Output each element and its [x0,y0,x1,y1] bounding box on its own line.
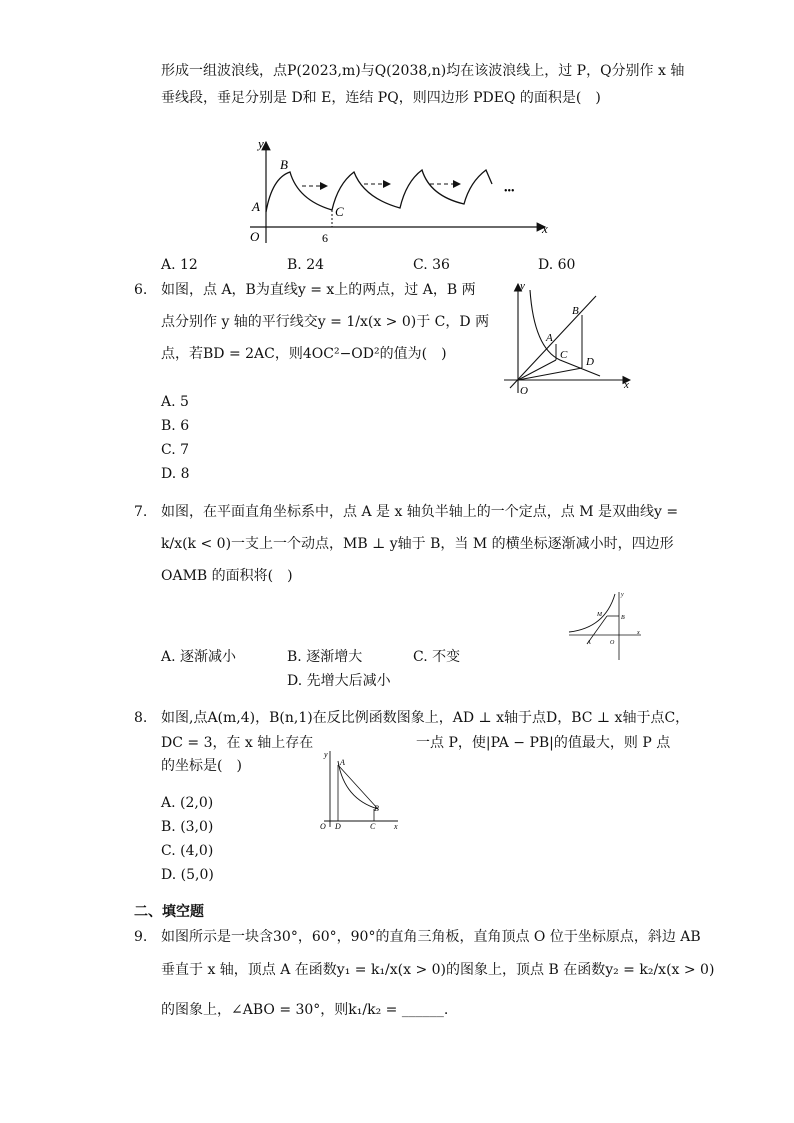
q8-line1: 如图,点A(m,4)，B(n,1)在反比例函数图象上，AD ⊥ x轴于点D，BC ⊥ x轴于点C， [161,710,690,726]
q6-fig-D: D [586,356,594,368]
q8-fig-O: O [320,822,326,831]
q6-option-b: B. 6 [161,418,190,434]
q8-line2b: 一点 P，使|PA − PB|的值最大，则 P 点 [416,735,671,751]
q8-fig-D: D [335,822,341,831]
q7-fig-O: O [610,640,615,646]
q6-option-d: D. 8 [161,466,190,482]
q5-line1: 形成一组波浪线，点P(2023,m)与Q(2038,n)均在该波浪线上，过 P，Q分别作 x 轴 [161,63,685,79]
q7-option-a: A. 逐渐减小 [161,649,237,665]
q6-fig-x: x [624,379,629,391]
q7-option-d: D. 先增大后减小 [287,673,391,689]
q9-line2: 垂直于 x 轴，顶点 A 在函数y₁ = k₁/x(x > 0)的图象上，顶点 B 在函数y₂ = k₂/x(x > 0) [161,962,715,978]
q8-fig-C: C [370,822,376,831]
q6-fig-O: O [520,385,528,397]
q5-wave-curve [266,170,492,212]
q8-fig-A: A [340,758,345,767]
q6-line-y-eq-x [510,296,596,388]
q5-option-c: C. 36 [413,257,450,273]
q8-option-a: A. (2,0) [161,795,214,811]
q6-option-c: C. 7 [161,442,190,458]
q7-fig-x: x [637,630,640,636]
q7-option-b: B. 逐渐增大 [287,649,363,665]
q5-fig-y: y [258,136,264,151]
q5-fig-6: 6 [322,231,328,245]
q5-fig-dots: ••• [504,186,515,197]
q8-option-d: D. (5,0) [161,867,214,883]
q6-line2: 点分别作 y 轴的平行线交y = 1/x(x > 0)于 C，D 两 [161,314,490,330]
q8-figure [318,747,403,832]
q7-line3: OAMB 的面积将( ) [161,568,293,584]
q8-fig-B: B [374,804,379,813]
q7-fig-M: M [597,612,602,618]
q6-option-a: A. 5 [161,394,189,410]
q5-option-d: D. 60 [538,257,576,273]
q8-line2a: DC = 3，在 x 轴上存在 [161,735,314,751]
q5-fig-O: O [250,229,260,244]
q6-fig-A: A [546,332,553,344]
q6-line1: 如图，点 A，B为直线y = x上的两点，过 A，B 两 [161,282,476,298]
q5-fig-B: B [280,157,288,172]
q6-fig-C: C [560,349,568,361]
q6-fig-B: B [572,305,579,317]
q7-number: 7. [134,504,148,520]
q5-option-b: B. 24 [287,257,325,273]
q8-option-b: B. (3,0) [161,819,214,835]
q5-option-a: A. 12 [161,257,198,273]
q5-fig-x: x [542,221,548,236]
q7-line1: 如图，在平面直角坐标系中，点 A 是 x 轴负半轴上的一个定点，点 M 是双曲线y = [161,504,679,520]
q7-line2: k/x(k < 0)一支上一个动点，MB ⊥ y轴于 B，当 M 的横坐标逐渐减小时，四边形 [161,536,674,552]
q7-fig-B: B [621,615,625,621]
q5-wave-figure [240,138,560,248]
q9-number: 9. [134,929,148,945]
q8-fig-x: x [394,822,398,831]
q8-option-c: C. (4,0) [161,843,214,859]
q7-figure [565,590,645,660]
q6-figure [500,278,635,398]
q8-hyperbola [338,761,378,809]
q8-fig-y: y [324,750,328,759]
q8-line3: 的坐标是( ) [161,758,242,774]
section-fill-in-blank: 二、填空题 [134,904,204,920]
q6-line3: 点，若BD = 2AC，则4OC²−OD²的值为( ) [161,346,447,362]
q7-fig-A: A [587,640,591,646]
q5-line2: 垂线段，垂足分别是 D和 E，连结 PQ，则四边形 PDEQ 的面积是( ) [161,90,601,106]
q8-number: 8. [134,710,148,726]
q5-fig-A: A [252,199,260,214]
q9-line1: 如图所示是一块含30°，60°，90°的直角三角板，直角顶点 O 位于坐标原点，斜边 AB [161,929,701,945]
q7-fig-y: y [621,592,624,598]
q6-fig-y: y [520,280,525,292]
q5-fig-C: C [335,204,344,219]
q9-line3: 的图象上，∠ABO = 30°，则k₁/k₂ = ______. [161,1002,449,1018]
q6-number: 6. [134,282,148,298]
q7-option-c: C. 不变 [413,649,461,665]
q7-hyperbola [569,594,615,632]
